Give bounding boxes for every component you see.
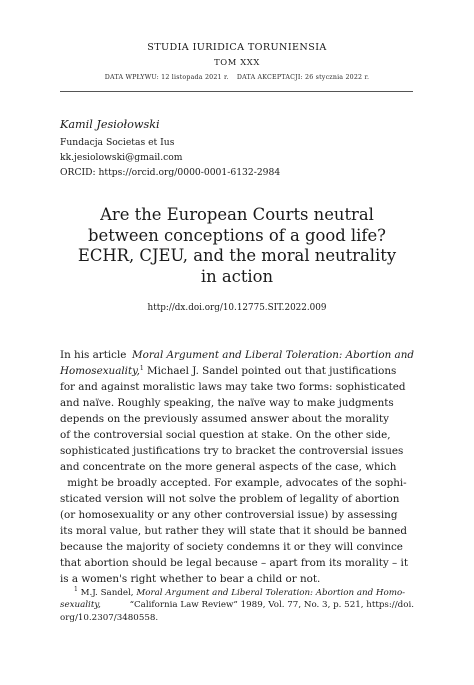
title-line: ECHR, CJEU, and the moral neutrality [77,246,397,265]
submission-dates [0,74,474,81]
body-line: sticated version will not solve the problem of legality of abortion [60,493,400,505]
body-line [60,347,414,363]
body-line: and concentrate on the more general aspects of the case, which [60,461,397,473]
body-paragraph [60,347,414,587]
body-line: (or homosexuality or any other controversial issue) by assessing [60,509,398,521]
body-line: because the majority of society condemns it or they will convince [60,541,403,553]
footnote-text: M.J. Sandel, [80,588,134,598]
footnote-marker[interactable]: 1 [139,365,144,372]
body-text: In his article [60,349,127,361]
body-line: its moral value, but rather they will state that it should be banned [60,525,407,537]
article-title [60,205,414,287]
cited-article-title: Homosexuality, [60,365,140,377]
received-date: DATA WPŁYWU: 12 listopada 2021 r. [104,74,229,81]
accepted-date: DATA AKCEPTACJI: 26 stycznia 2022 r. [236,74,370,81]
author-email[interactable]: kk.jesiolowski@gmail.com [60,152,183,163]
doi-link[interactable]: http://dx.doi.org/10.12775.SIT.2022.009 [147,303,327,313]
footnote-cited-title: Moral Argument and Liberal Toleration: Abortion and Homo- [136,588,406,598]
body-line: depends on the previously assumed answer about the morality [60,413,389,425]
header-divider [60,91,413,92]
journal-volume: TOM XXX [214,57,260,67]
body-line: that abortion should be legal because – apart from its morality – it [60,557,408,569]
body-line: of the controversial social question at stake. On the other side, [60,429,391,441]
title-line: Are the European Courts neutral [100,205,374,224]
footnote-number: 1 [74,586,78,593]
cited-article-title: Moral Argument and Liberal Toleration: Abortion and [132,349,414,361]
author-name: Kamil Jesiołowski [60,118,160,131]
footnote [60,587,414,624]
body-line-last: is a women's right whether to bear a child or not. [60,573,321,585]
footnote-text: “California Law Review” 1989, Vol. 77, No. 3, p. 521, https://doi. [129,600,414,611]
body-line [60,363,414,379]
body-line: might be broadly accepted. For example, advocates of the sophi- [67,477,407,489]
author-orcid[interactable]: ORCID: https://orcid.org/0000-0001-6132-2984 [60,167,281,178]
body-text: Michael J. Sandel pointed out that justifications [143,365,397,377]
body-line: for and against moralistic laws may take two forms: sophisticated [60,381,406,393]
title-line: between conceptions of a good life? [88,225,386,245]
body-line: and naïve. Roughly speaking, the naïve way to make judgments [60,397,394,409]
footnote-line [60,587,414,599]
body-line: sophisticated justifications try to bracket the controversial issues [60,445,404,457]
footnote-line [60,599,414,611]
author-affiliation: Fundacja Societas et Ius [60,137,175,148]
journal-name: STUDIA IURIDICA TORUNIENSIA [147,42,327,53]
footnote-cited-title: sexuality, [60,600,101,611]
footnote-doi[interactable]: org/10.2307/3480558. [60,612,159,623]
title-line: in action [200,266,274,286]
